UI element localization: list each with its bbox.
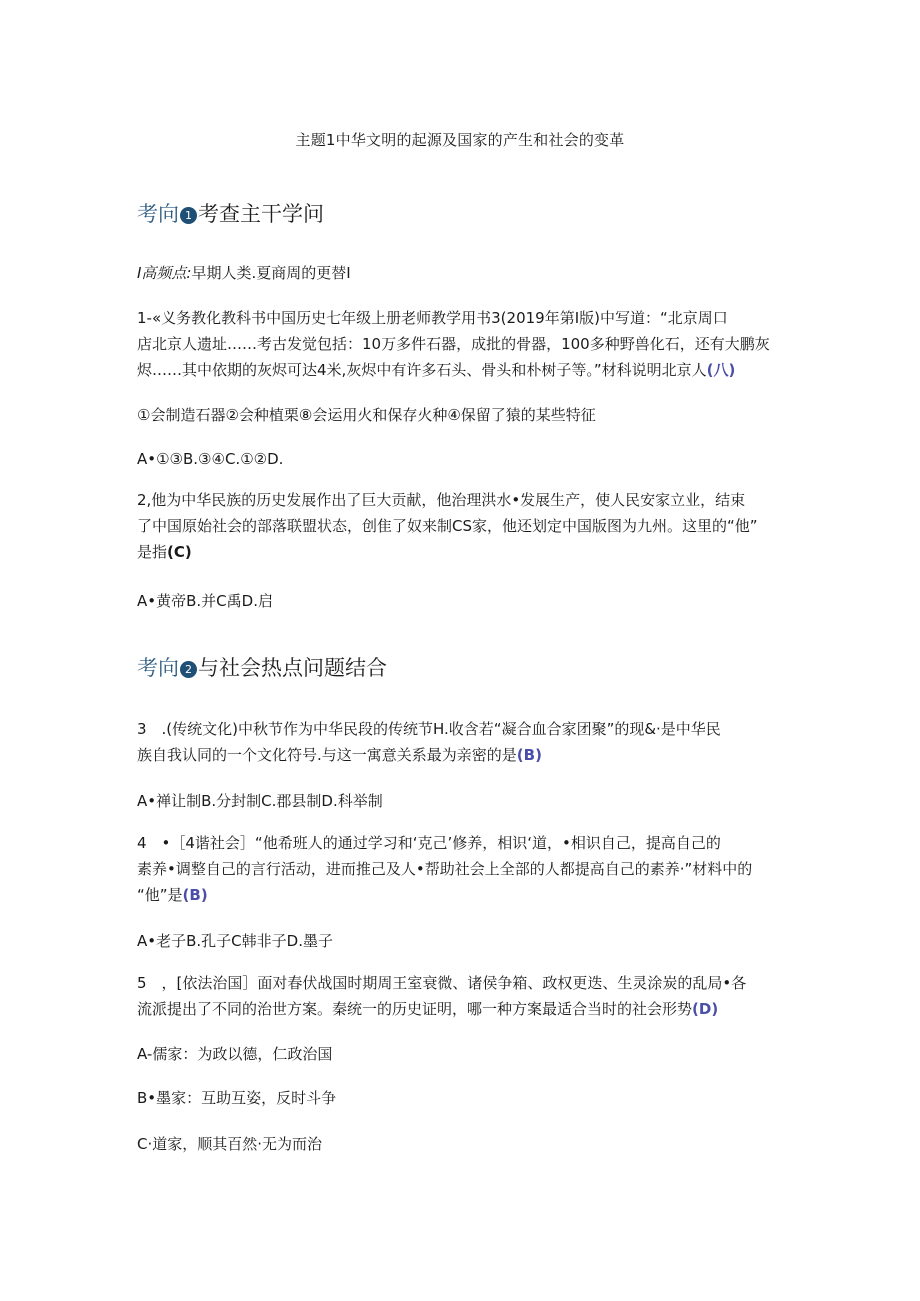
answer-mark: (八) [706, 361, 736, 379]
question-line: 5 ，[依法治国］面对春伏战国时期周王室衰微、诸侯争箱、政权更迭、生灵涂炭的乱局•各 [137, 974, 747, 992]
question-4-options [137, 928, 787, 954]
section-number-badge: 2 [180, 661, 197, 678]
question-line: 3 .(传统文化)中秋节作为中华民段的传统节H.收含若“凝合血合家团聚”的现&·是中华民 [137, 720, 721, 738]
question-line: 店北京人遗址……考古发觉包括：10万多件石器，成批的骨器，100多种野兽化石，还有大鹏灰 [137, 335, 770, 353]
section-number-badge: 1 [180, 207, 197, 224]
question-5 [137, 970, 787, 1022]
question-line: 流派提出了不同的治世方案。秦统一的历史证明，哪一种方案最适合当时的社会形势 [137, 1000, 693, 1018]
section-prefix: 考向 [137, 202, 179, 226]
question-5-option-a [137, 1041, 787, 1067]
answer-mark: (B) [182, 886, 208, 904]
options-line: A•老子B.孔子C韩非子D.墨子 [137, 932, 333, 950]
option-line: A-儒家：为政以德，仁政治国 [137, 1045, 333, 1063]
question-line: 是指 [137, 543, 168, 561]
answer-mark: (C) [167, 543, 192, 561]
section-label: 与社会热点问题结合 [198, 656, 387, 680]
question-3-options [137, 788, 787, 814]
statement-items: ①会制造石器②会种植栗⑧会运用火和保存火种④保留了猿的某些特征 [137, 406, 596, 424]
question-2-options [137, 588, 787, 614]
answer-mark: (D) [692, 1000, 719, 1018]
question-2 [137, 487, 787, 565]
page-title: 主题1中华文明的起源及国家的产生和社会的变革 [295, 131, 625, 149]
question-1 [137, 305, 787, 383]
question-4 [137, 830, 787, 908]
question-line: 素养•调整自己的言行活动，进而推己及人•帮助社会上全部的人都提高自己的素养·”材料中的 [137, 860, 753, 878]
section-prefix: 考向 [137, 656, 179, 680]
options-line: A•①③B.③④C.①②D. [137, 450, 284, 468]
options-line: A•黄帝B.并C禹D.启 [137, 592, 273, 610]
question-line: 4 •［4谐社会］“他希班人的通过学习和‘克己’修养，相识‘道，•相识自己，提高自己的 [137, 834, 721, 852]
section-heading-1 [137, 200, 324, 228]
section-heading-2 [137, 654, 387, 682]
frequency-lead: I高频点: [137, 264, 192, 282]
question-5-option-c [137, 1131, 787, 1157]
frequency-note [137, 260, 787, 286]
option-line: C·道家，顺其百然·无为而治 [137, 1135, 323, 1153]
question-3 [137, 716, 787, 768]
question-line: 1-«义务教化教科书中国历史七年级上册老师教学用书3(2019年第I版)中写道：“北京周口 [137, 309, 728, 327]
question-line: 烬……其中依期的灰烬可达4米,灰烬中有许多石头、骨头和朴树子等。”材科说明北京人 [137, 361, 707, 379]
options-line: A•禅让制B.分封制C.郡县制D.科举制 [137, 792, 383, 810]
question-5-option-b [137, 1085, 787, 1111]
option-line: B•墨家：互助互姿，反时斗争 [137, 1089, 337, 1107]
section-label: 考查主干学问 [198, 202, 324, 226]
answer-mark: (B) [516, 746, 542, 764]
question-line: 族自我认同的一个文化符号.与这一寓意关系最为亲密的是 [137, 746, 517, 764]
question-line: 2,他为中华民族的历史发展作出了巨大贡献，他治理洪水•发展生产，使人民安家立业，结束 [137, 491, 746, 509]
question-1-options [137, 446, 787, 472]
question-line: 了中国原始社会的部落联盟状态，创隹了奴来制CS家，他还划定中国版图为九州。这里的“他” [137, 517, 758, 535]
frequency-text: 早期人类.夏商周的更替I [191, 264, 351, 282]
question-line: “他”是 [137, 886, 183, 904]
question-1-items [137, 402, 787, 428]
